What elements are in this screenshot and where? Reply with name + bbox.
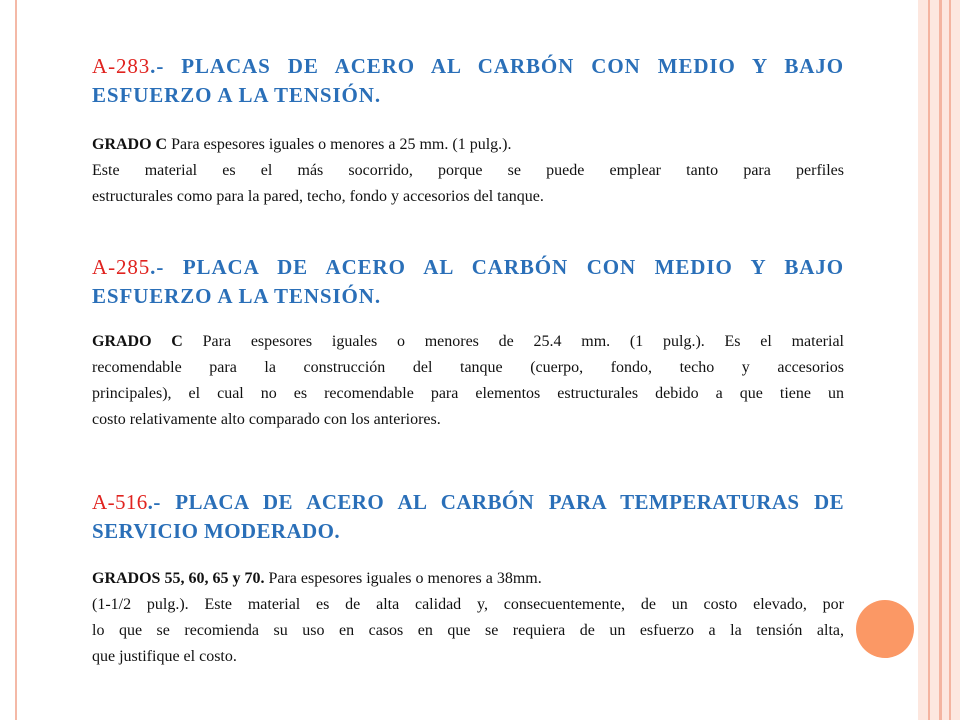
grade-label: GRADO C: [92, 333, 183, 350]
body-line: que justifique el costo.: [92, 648, 237, 665]
slide-left-border-line: [15, 0, 17, 720]
heading-line: ESFUERZO A LA TENSIÓN.: [92, 83, 382, 107]
body-text: Para espesores iguales o menores de 25.4 mm. (1 pulg.). Es el material: [182, 333, 845, 350]
body-text: Para espesores iguales o menores a 38mm.: [264, 570, 542, 587]
section-a283: [92, 52, 844, 210]
section-a285: [92, 253, 844, 433]
heading-line: [92, 52, 844, 81]
band-stripe: [939, 0, 942, 720]
body-line: lo que se recomienda su uso en casos en que se requiera de un esfuerzo a la tensión alta,: [92, 622, 844, 639]
body-line: [92, 132, 844, 158]
section-body: [92, 132, 844, 210]
standard-code: A-285: [92, 255, 151, 279]
standard-code: A-283: [92, 54, 151, 78]
section-body: [92, 566, 844, 670]
body-line: principales), el cual no es recomendable para elementos estructurales debido a que tiene un: [92, 385, 844, 402]
body-line: costo relativamente alto comparado con los anteriores.: [92, 411, 441, 428]
body-line: [92, 329, 844, 355]
heading-text: .- PLACAS DE ACERO AL CARBÓN CON MEDIO Y BAJO: [150, 54, 844, 78]
grade-label: GRADOS 55, 60, 65 y 70.: [92, 570, 265, 587]
heading-text: .- PLACA DE ACERO AL CARBÓN CON MEDIO Y BAJO: [150, 255, 844, 279]
body-line: recomendable para la construcción del tanque (cuerpo, fondo, techo y accesorios: [92, 359, 844, 376]
body-line: estructurales como para la pared, techo, fondo y accesorios del tanque.: [92, 188, 544, 205]
grade-label: GRADO C: [92, 136, 168, 153]
slide-right-decorative-band: [918, 0, 960, 720]
heading-line: SERVICIO MODERADO.: [92, 519, 340, 543]
body-line: [92, 566, 844, 592]
heading-line: [92, 253, 844, 282]
body-line: (1-1/2 pulg.). Este material es de alta calidad y, consecuentemente, de un costo elevado, por: [92, 596, 844, 613]
body-text: Para espesores iguales o menores a 25 mm. (1 pulg.).: [167, 136, 512, 153]
heading-text: .- PLACA DE ACERO AL CARBÓN PARA TEMPERATURAS DE: [147, 490, 844, 514]
heading-line: ESFUERZO A LA TENSIÓN.: [92, 284, 382, 308]
heading-line: [92, 488, 844, 517]
section-heading: [92, 488, 844, 546]
section-heading: [92, 52, 844, 110]
band-stripe: [928, 0, 930, 720]
section-body: [92, 329, 844, 433]
standard-code: A-516: [92, 490, 148, 514]
section-heading: [92, 253, 844, 311]
section-a516: [92, 488, 844, 670]
body-line: Este material es el más socorrido, porque se puede emplear tanto para perfiles: [92, 162, 844, 179]
orange-circle-accent: [856, 600, 914, 658]
band-stripe: [949, 0, 951, 720]
